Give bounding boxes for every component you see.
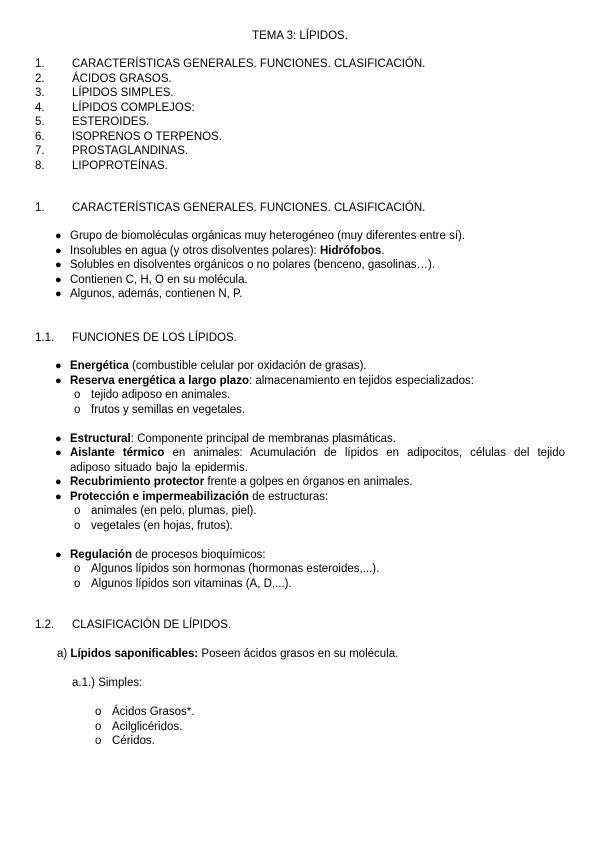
section-title: CARACTERÍSTICAS GENERALES. FUNCIONES. CLASIFICACIÓN. — [72, 202, 426, 214]
list-item: ● Reserva energética a largo plazo: almacenamiento en tejidos especializados: — [55, 374, 474, 387]
bullet-icon: ● — [55, 447, 62, 459]
bullet-icon: ● — [55, 548, 62, 561]
sub-item: o Algunos lípidos son vitaminas (A, D,...). — [74, 577, 292, 590]
section-1-1-heading — [35, 331, 237, 346]
toc-num: 4. — [35, 101, 45, 114]
toc-item — [35, 86, 425, 101]
list-item: ● Estructural: Componente principal de membranas plasmáticas. — [55, 432, 396, 445]
toc-item — [35, 101, 425, 116]
circle-bullet-icon: o — [95, 720, 102, 733]
table-of-contents — [35, 57, 425, 173]
bullet-text: Insolubles en agua (y otros disolventes polares): Hidrófobos. — [70, 244, 385, 257]
toc-item — [35, 159, 425, 174]
circle-bullet-icon: o — [74, 389, 81, 401]
bullet-icon: ● — [55, 432, 62, 445]
circle-bullet-icon: o — [95, 706, 102, 718]
bullet-icon: ● — [55, 230, 62, 242]
bullet-icon: ● — [55, 244, 62, 257]
bullet-text: Solubles en disolventes orgánicos o no polares (benceno, gasolinas…). — [70, 259, 436, 271]
bullet-icon: ● — [55, 360, 62, 372]
functions-list — [55, 359, 565, 591]
section-title: CLASIFICACIÓN DE LÍPIDOS. — [72, 619, 232, 631]
sub-item: o Algunos lípidos son hormonas (hormonas esteroides,...). — [74, 563, 380, 575]
toc-num: 7. — [35, 145, 45, 157]
saponifiable-heading: a) Lípidos saponificables: Poseen ácidos grasos en su molécula. — [57, 648, 399, 660]
toc-num: 1. — [35, 58, 45, 70]
list-item — [55, 244, 565, 259]
section-1-bullets — [55, 229, 565, 302]
circle-bullet-icon: o — [74, 403, 81, 416]
circle-bullet-icon: o — [74, 563, 81, 575]
toc-text: ISOPRENOS O TERPENOS. — [72, 130, 222, 143]
bullet-text: Algunos, además, contienen N, P. — [70, 288, 243, 300]
sub-item: o Ácidos Grasos*. — [95, 706, 195, 718]
bullet-icon: ● — [55, 288, 62, 300]
list-item — [55, 287, 565, 302]
bullet-icon: ● — [55, 490, 62, 503]
list-item — [55, 258, 565, 273]
sub-item: o Acilglicéridos. — [95, 720, 183, 733]
list-item: ● Regulación de procesos bioquímicos: — [55, 548, 266, 561]
list-item — [55, 229, 565, 244]
toc-text: LIPOPROTEÍNAS. — [72, 159, 168, 172]
toc-num: 2. — [35, 72, 45, 85]
bullet-text: Contienen C, H, O en su molécula. — [70, 273, 248, 286]
toc-num: 6. — [35, 130, 45, 143]
list-item — [55, 273, 565, 288]
circle-bullet-icon: o — [74, 505, 81, 517]
toc-text: PROSTAGLANDINAS. — [72, 145, 189, 157]
bullet-icon: ● — [55, 273, 62, 286]
sub-item: o vegetales (en hojas, frutos). — [74, 519, 233, 532]
bullet-icon: ● — [55, 259, 62, 271]
sub-item: o frutos y semillas en vegetales. — [74, 403, 246, 416]
section-1-2-heading — [35, 618, 231, 633]
page-title: TEMA 3: LÍPIDOS. — [252, 30, 348, 42]
toc-text: ÁCIDOS GRASOS. — [72, 72, 172, 85]
circle-bullet-icon: o — [95, 735, 102, 747]
list-item: ● Energética (combustible celular por oxidación de grasas). — [55, 360, 367, 372]
toc-text: LÍPIDOS SIMPLES. — [72, 87, 174, 99]
toc-num: 3. — [35, 87, 45, 99]
list-item: ● Aislante térmico en animales: Acumulación de lípidos en adipocitos, células del tejido adiposo situado bajo la epidermis. — [55, 447, 565, 474]
sub-item: o Céridos. — [95, 735, 155, 747]
bullet-icon: ● — [55, 374, 62, 387]
section-num: 1. — [35, 202, 45, 214]
bullet-text: Grupo de biomoléculas orgánicas muy heterogéneo (muy diferentes entre sí). — [70, 230, 466, 242]
sub-item: o animales (en pelo, plumas, piel). — [74, 505, 257, 517]
section-num: 1.1. — [35, 332, 55, 344]
toc-text: CARACTERÍSTICAS GENERALES. FUNCIONES. CLASIFICACIÓN. — [72, 58, 426, 70]
sub-item: o tejido adiposo en animales. — [74, 389, 231, 401]
toc-num: 5. — [35, 116, 45, 128]
simple-lipids-heading: a.1.) Simples: — [72, 677, 143, 689]
toc-item — [35, 72, 425, 87]
circle-bullet-icon: o — [74, 519, 81, 532]
toc-text: LÍPIDOS COMPLEJOS: — [72, 101, 195, 114]
toc-item — [35, 130, 425, 145]
toc-item — [35, 144, 425, 159]
list-item: ● Protección e impermeabilización de estructuras: — [55, 490, 329, 503]
section-1-heading — [35, 201, 425, 216]
toc-item — [35, 115, 425, 130]
toc-item — [35, 57, 425, 72]
simple-lipids-list — [95, 705, 194, 749]
list-item: ● Recubrimiento protector frente a golpes en órganos en animales. — [55, 476, 413, 488]
section-title: FUNCIONES DE LOS LÍPIDOS. — [72, 332, 237, 344]
bullet-icon: ● — [55, 476, 62, 488]
toc-text: ESTEROIDES. — [72, 116, 150, 128]
section-num: 1.2. — [35, 619, 55, 631]
toc-num: 8. — [35, 159, 45, 172]
circle-bullet-icon: o — [74, 577, 81, 590]
